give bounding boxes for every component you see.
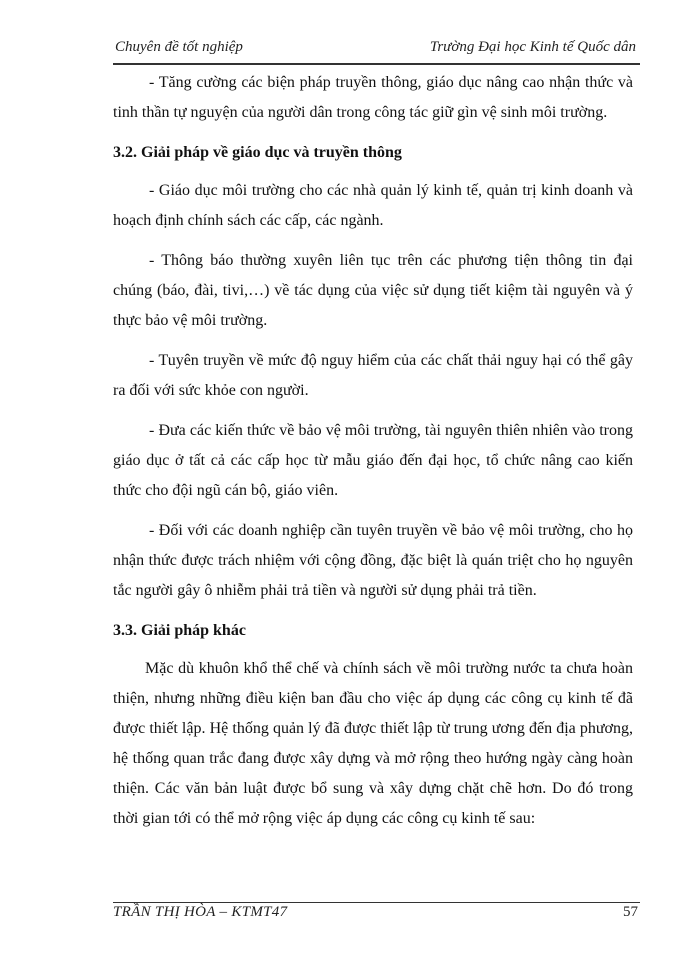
section-3-2-bullet-1: - Giáo dục môi trường cho các nhà quản lý kinh tế, quản trị kinh doanh và hoạch định chính sách các cấp, các ngành. xyxy=(113,182,633,229)
footer-author: TRẦN THỊ HÒA – KTMT47 xyxy=(113,904,288,920)
section-3-3-paragraph: Mặc dù khuôn khổ thể chế và chính sách về môi trường nước ta chưa hoàn thiện, nhưng những điều kiện ban đầu cho việc áp dụng các công cụ kinh tế đã được thiết lập. Hệ thống quản lý đã được thiết lập từ trung ương đến địa phương, hệ thống quan trắc đang được xây dựng và mở rộng theo hướng ngày càng hoàn thiện. Các văn bản luật được bổ sung và xây dựng chặt chẽ hơn. Do đó trong thời gian tới có thể mở rộng việc áp dụng các công cụ kinh tế sau: xyxy=(113,660,633,827)
section-3-2-bullet-5: - Đối với các doanh nghiệp cần tuyên truyền về bảo vệ môi trường, cho họ nhận thức được trách nhiệm với cộng đồng, đặc biệt là quán triệt cho họ nguyên tắc người gây ô nhiễm phải trả tiền và người sử dụng phải trả tiền. xyxy=(113,522,633,599)
header-right-title: Trường Đại học Kinh tế Quốc dân xyxy=(429,39,636,55)
page-footer xyxy=(113,902,640,929)
section-3-2-heading: 3.2. Giải pháp về giáo dục và truyền thông xyxy=(113,144,402,161)
page-content xyxy=(113,68,633,844)
page-number: 57 xyxy=(623,904,638,920)
section-3-2-bullet-3: - Tuyên truyền về mức độ nguy hiểm của các chất thải nguy hại có thể gây ra đối với sức khỏe con người. xyxy=(113,352,633,399)
section-3-3-heading: 3.3. Giải pháp khác xyxy=(113,622,246,639)
section-3-2-bullet-2: - Thông báo thường xuyên liên tục trên các phương tiện thông tin đại chúng (báo, đài, tivi,…) về tác dụng của việc sử dụng tiết kiệm tài nguyên và ý thực bảo vệ môi trường. xyxy=(113,252,633,329)
intro-bullet: - Tăng cường các biện pháp truyền thông, giáo dục nâng cao nhận thức và tinh thần tự nguyện của người dân trong công tác giữ gìn vệ sinh môi trường. xyxy=(113,74,633,121)
section-3-2-bullet-4: - Đưa các kiến thức về bảo vệ môi trường, tài nguyên thiên nhiên vào trong giáo dục ở tất cả các cấp học từ mẫu giáo đến đại học, tổ chức nâng cao kiến thức cho đội ngũ cán bộ, giáo viên. xyxy=(113,422,633,499)
page-header xyxy=(113,37,640,65)
header-left-title: Chuyên đề tốt nghiệp xyxy=(115,39,243,55)
